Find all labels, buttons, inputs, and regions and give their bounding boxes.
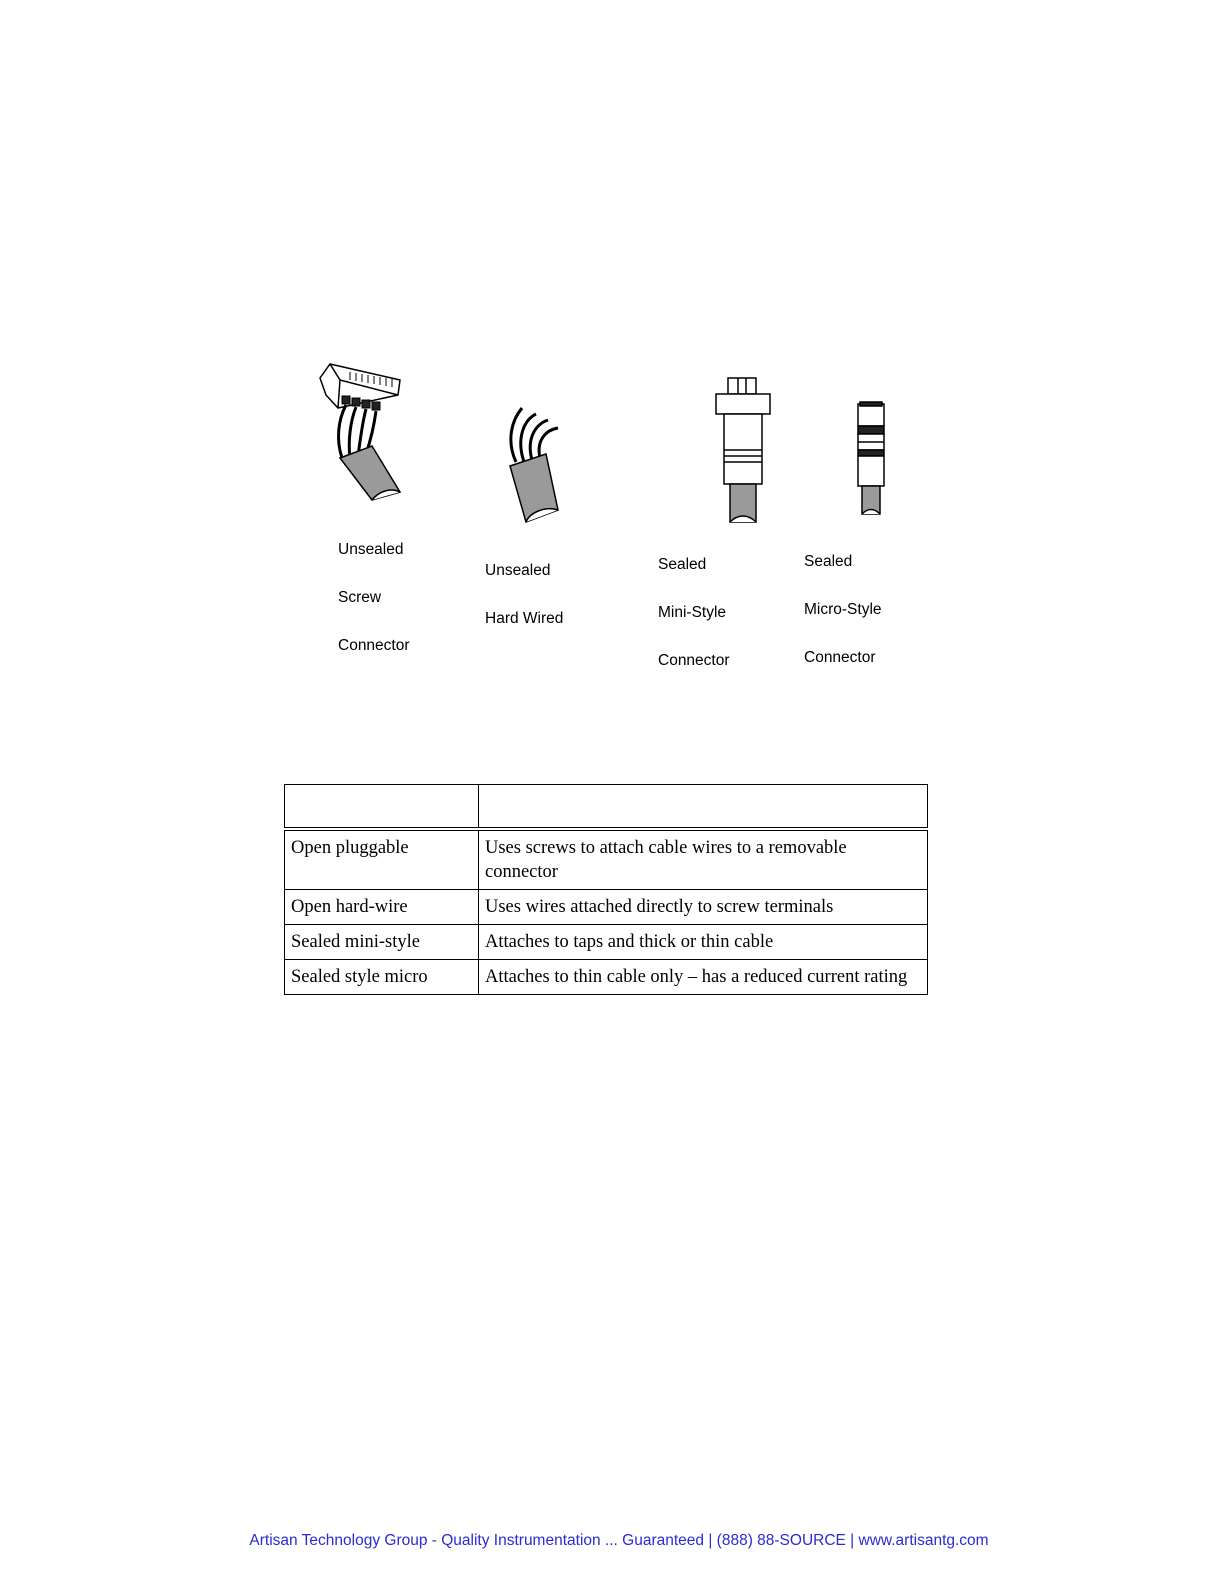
table-row: [285, 960, 928, 995]
label-line: Hard Wired: [485, 610, 564, 627]
table-cell-description: Uses wires attached directly to screw terminals: [479, 890, 928, 925]
label-line: Connector: [804, 649, 876, 666]
connector-label-sealed-mini: [658, 525, 730, 701]
table-cell-type: Open hard-wire: [285, 890, 479, 925]
table-header-row: [285, 785, 928, 830]
connector-label-unsealed-hard-wired: [485, 531, 563, 659]
table-header-cell: [479, 785, 928, 830]
label-line: Mini-Style: [658, 604, 727, 621]
table-cell-description: Attaches to thin cable only – has a reduced current rating: [479, 960, 928, 995]
table-header-cell: [285, 785, 479, 830]
connector-label-unsealed-screw: [338, 510, 410, 686]
unsealed-hard-wired-icon: [510, 408, 558, 522]
connector-table: [284, 784, 928, 995]
table-row: [285, 925, 928, 960]
sealed-micro-style-connector-icon: [858, 402, 884, 514]
unsealed-screw-connector-icon: [320, 364, 400, 500]
label-line: Screw: [338, 589, 382, 606]
table-cell-description: Attaches to taps and thick or thin cable: [479, 925, 928, 960]
label-line: Connector: [658, 652, 730, 669]
table-row: [285, 890, 928, 925]
label-line: Micro-Style: [804, 601, 882, 618]
label-line: Unsealed: [485, 562, 551, 579]
sealed-mini-style-connector-icon: [716, 378, 770, 522]
label-line: Sealed: [804, 553, 853, 570]
table-cell-type: Sealed mini-style: [285, 925, 479, 960]
label-line: Unsealed: [338, 541, 404, 558]
connector-label-sealed-micro: [804, 522, 882, 698]
footer-link[interactable]: Artisan Technology Group - Quality Instrumentation ... Guaranteed | (888) 88-SOURCE | www.artisantg.com: [249, 1532, 989, 1549]
table-cell-type: Open pluggable: [285, 829, 479, 890]
label-line: Connector: [338, 637, 410, 654]
table-row: [285, 829, 928, 890]
label-line: Sealed: [658, 556, 707, 573]
connector-figure: [300, 350, 920, 669]
table-cell-description: Uses screws to attach cable wires to a removable connector: [479, 829, 928, 890]
table-cell-type: Sealed style micro: [285, 960, 479, 995]
